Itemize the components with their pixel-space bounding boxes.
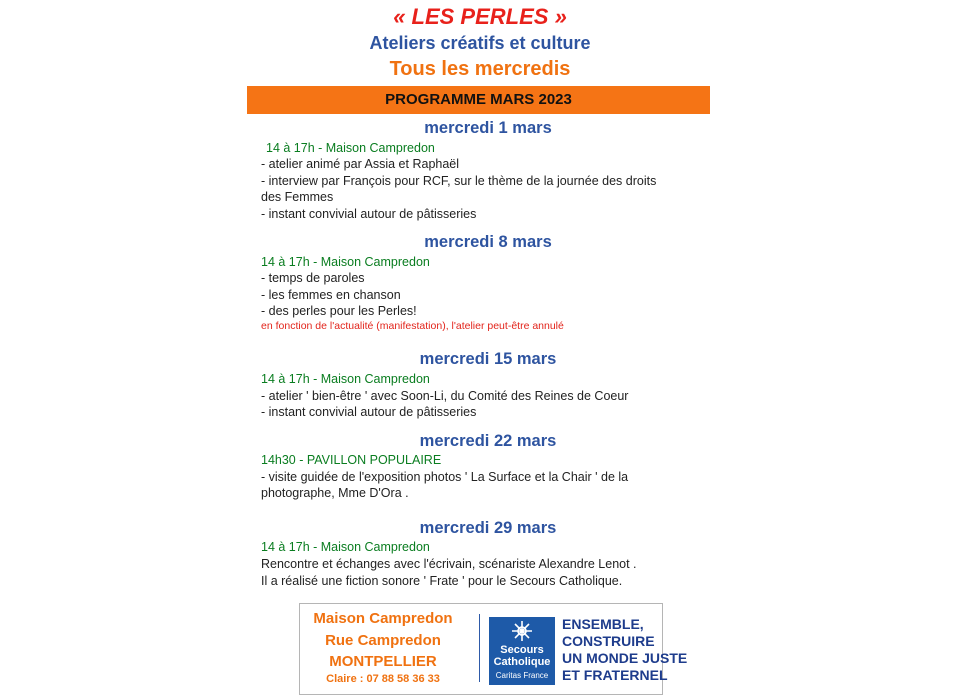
event-line: photographe, Mme D'Ora . [261,486,409,500]
event-day: mercredi 29 mars [419,519,557,537]
event-time: 14 à 17h - Maison Campredon [261,372,430,386]
venue-street: Rue Campredon [325,632,441,649]
logo-line-2: Catholique [493,656,551,668]
event-time: 14 à 17h - Maison Campredon [261,255,430,269]
flyer-schedule: Tous les mercredis [389,58,571,80]
event-line: - instant convivial autour de pâtisseries [261,207,477,221]
flyer-subtitle: Ateliers créatifs et culture [369,33,591,53]
event-line: - interview par François pour RCF, sur le thème de la journée des droits [261,174,657,188]
venue-name: Maison Campredon [313,610,453,627]
event-line: - les femmes en chanson [261,288,401,302]
event-line: - temps de paroles [261,271,365,285]
event-line: - des perles pour les Perles! [261,304,417,318]
event-day: mercredi 22 mars [419,432,557,450]
contact-phone: Claire : 07 88 58 36 33 [326,673,440,685]
event-day: mercredi 8 mars [424,233,552,251]
footer-divider [479,614,480,682]
logo-line-3: Caritas France [495,671,549,680]
event-time: 14 à 17h - Maison Campredon [266,141,435,155]
slogan-line: ET FRATERNEL [562,667,668,683]
slogan-line: CONSTRUIRE [562,633,655,649]
slogan-line: ENSEMBLE, [562,616,644,632]
event-line: Il a réalisé une fiction sonore ' Frate ' pour le Secours Catholique. [261,574,623,588]
event-time: 14h30 - PAVILLON POPULAIRE [261,453,442,467]
event-line: - atelier animé par Assia et Raphaël [261,157,460,171]
flyer-title: « LES PERLES » [393,4,567,29]
event-day: mercredi 1 mars [424,119,552,137]
venue-city: MONTPELLIER [329,653,437,670]
event-line: des Femmes [261,190,334,204]
secours-catholique-logo [489,617,555,685]
event-line: - atelier ' bien-être ' avec Soon-Li, du Comité des Reines de Coeur [261,389,629,403]
program-banner: PROGRAMME MARS 2023 [247,86,710,114]
slogan-line: UN MONDE JUSTE [562,650,688,666]
logo-line-1: Secours [500,644,544,656]
cross-icon [511,620,533,642]
event-note: en fonction de l'actualité (manifestation), l'atelier peut-être annulé [261,320,564,332]
event-day: mercredi 15 mars [419,350,557,368]
event-time: 14 à 17h - Maison Campredon [261,540,430,554]
event-line: - instant convivial autour de pâtisseries [261,405,477,419]
event-line: Rencontre et échanges avec l'écrivain, scénariste Alexandre Lenot . [261,557,637,571]
event-line: - visite guidée de l'exposition photos ' La Surface et la Chair ' de la [261,470,629,484]
